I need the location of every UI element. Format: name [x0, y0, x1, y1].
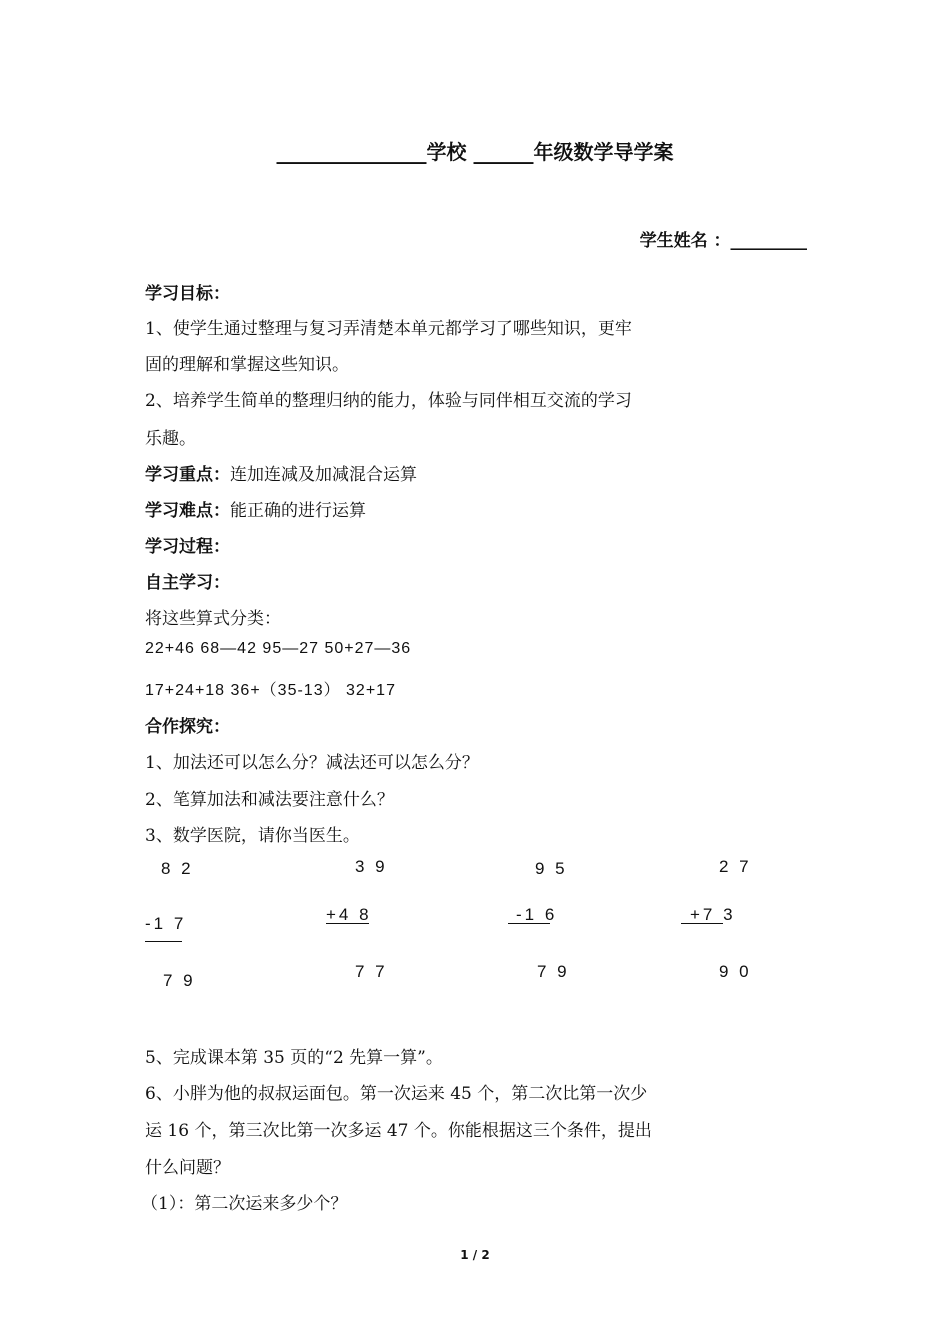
cooperation-question-3: 3、数学医院，请你当医生。	[145, 826, 360, 846]
problem-4-result: 9 0	[719, 962, 752, 981]
objective-1-line-2: 固的理解和掌握这些知识。	[145, 355, 349, 375]
problem-3-result: 7 9	[537, 962, 570, 981]
task-6-line-1: 6、小胖为他的叔叔运面包。第一次运来 45 个，第二次比第一次少	[145, 1084, 648, 1104]
task-5: 5、完成课本第 35 页的“2 先算一算”。	[145, 1048, 443, 1068]
problem-4-top: 2 7	[719, 857, 752, 876]
self-study-instruction: 将这些算式分类：	[145, 609, 281, 629]
problem-2-operand: +4 8	[326, 905, 372, 924]
focus-line	[145, 460, 417, 485]
objectives-heading: 学习目标：	[145, 284, 230, 304]
problem-4-rule	[681, 923, 723, 924]
expressions-row-2: 17+24+18 36+（35-13） 32+17	[145, 682, 396, 699]
problem-1-operand: -1 7	[145, 914, 187, 933]
cooperation-question-2: 2、笔算加法和减法要注意什么？	[145, 790, 394, 810]
difficulty-label: 学习难点：	[145, 501, 230, 521]
task-6-subquestion-1: （1）：第二次运来多少个？	[141, 1194, 348, 1214]
cooperation-heading: 合作探究：	[145, 717, 230, 737]
difficulty-text: 能正确的进行运算	[230, 501, 366, 521]
page-number: 1 / 2	[460, 1248, 490, 1262]
problem-1-top: 8 2	[161, 859, 194, 878]
problem-3-top: 9 5	[535, 859, 568, 878]
student-name-field: 学生姓名 ：_________	[639, 231, 807, 251]
objective-1-line-1: 1、使学生通过整理与复习弄清楚本单元都学习了哪些知识，更牢	[145, 319, 632, 339]
focus-text: 连加连减及加减混合运算	[230, 465, 417, 485]
problem-2-rule	[326, 923, 369, 924]
problem-3-rule	[508, 923, 550, 924]
document-title: _______________学校 ______年级数学导学案	[276, 140, 674, 164]
objective-2-line-2: 乐趣。	[145, 429, 196, 449]
task-6-line-2: 运 16 个，第三次比第一次多运 47 个。你能根据这三个条件，提出	[145, 1121, 652, 1141]
expressions-row-1: 22+46 68—42 95—27 50+27—36	[145, 640, 412, 657]
problem-1-result: 7 9	[163, 971, 196, 990]
problem-2-result: 7 7	[355, 962, 388, 981]
problem-1-rule	[145, 941, 182, 942]
problem-2-top: 3 9	[355, 857, 388, 876]
focus-label: 学习重点：	[145, 465, 230, 485]
process-heading: 学习过程：	[145, 537, 230, 557]
problem-4-operand: +7 3	[690, 905, 736, 924]
objective-2-line-1: 2、培养学生简单的整理归纳的能力，体验与同伴相互交流的学习	[145, 391, 632, 411]
cooperation-question-1: 1、加法还可以怎么分？减法还可以怎么分？	[145, 753, 479, 773]
task-6-line-3: 什么问题？	[145, 1158, 230, 1178]
problem-3-operand: -1 6	[516, 905, 558, 924]
difficulty-line	[145, 496, 366, 521]
self-study-heading: 自主学习：	[145, 573, 230, 593]
